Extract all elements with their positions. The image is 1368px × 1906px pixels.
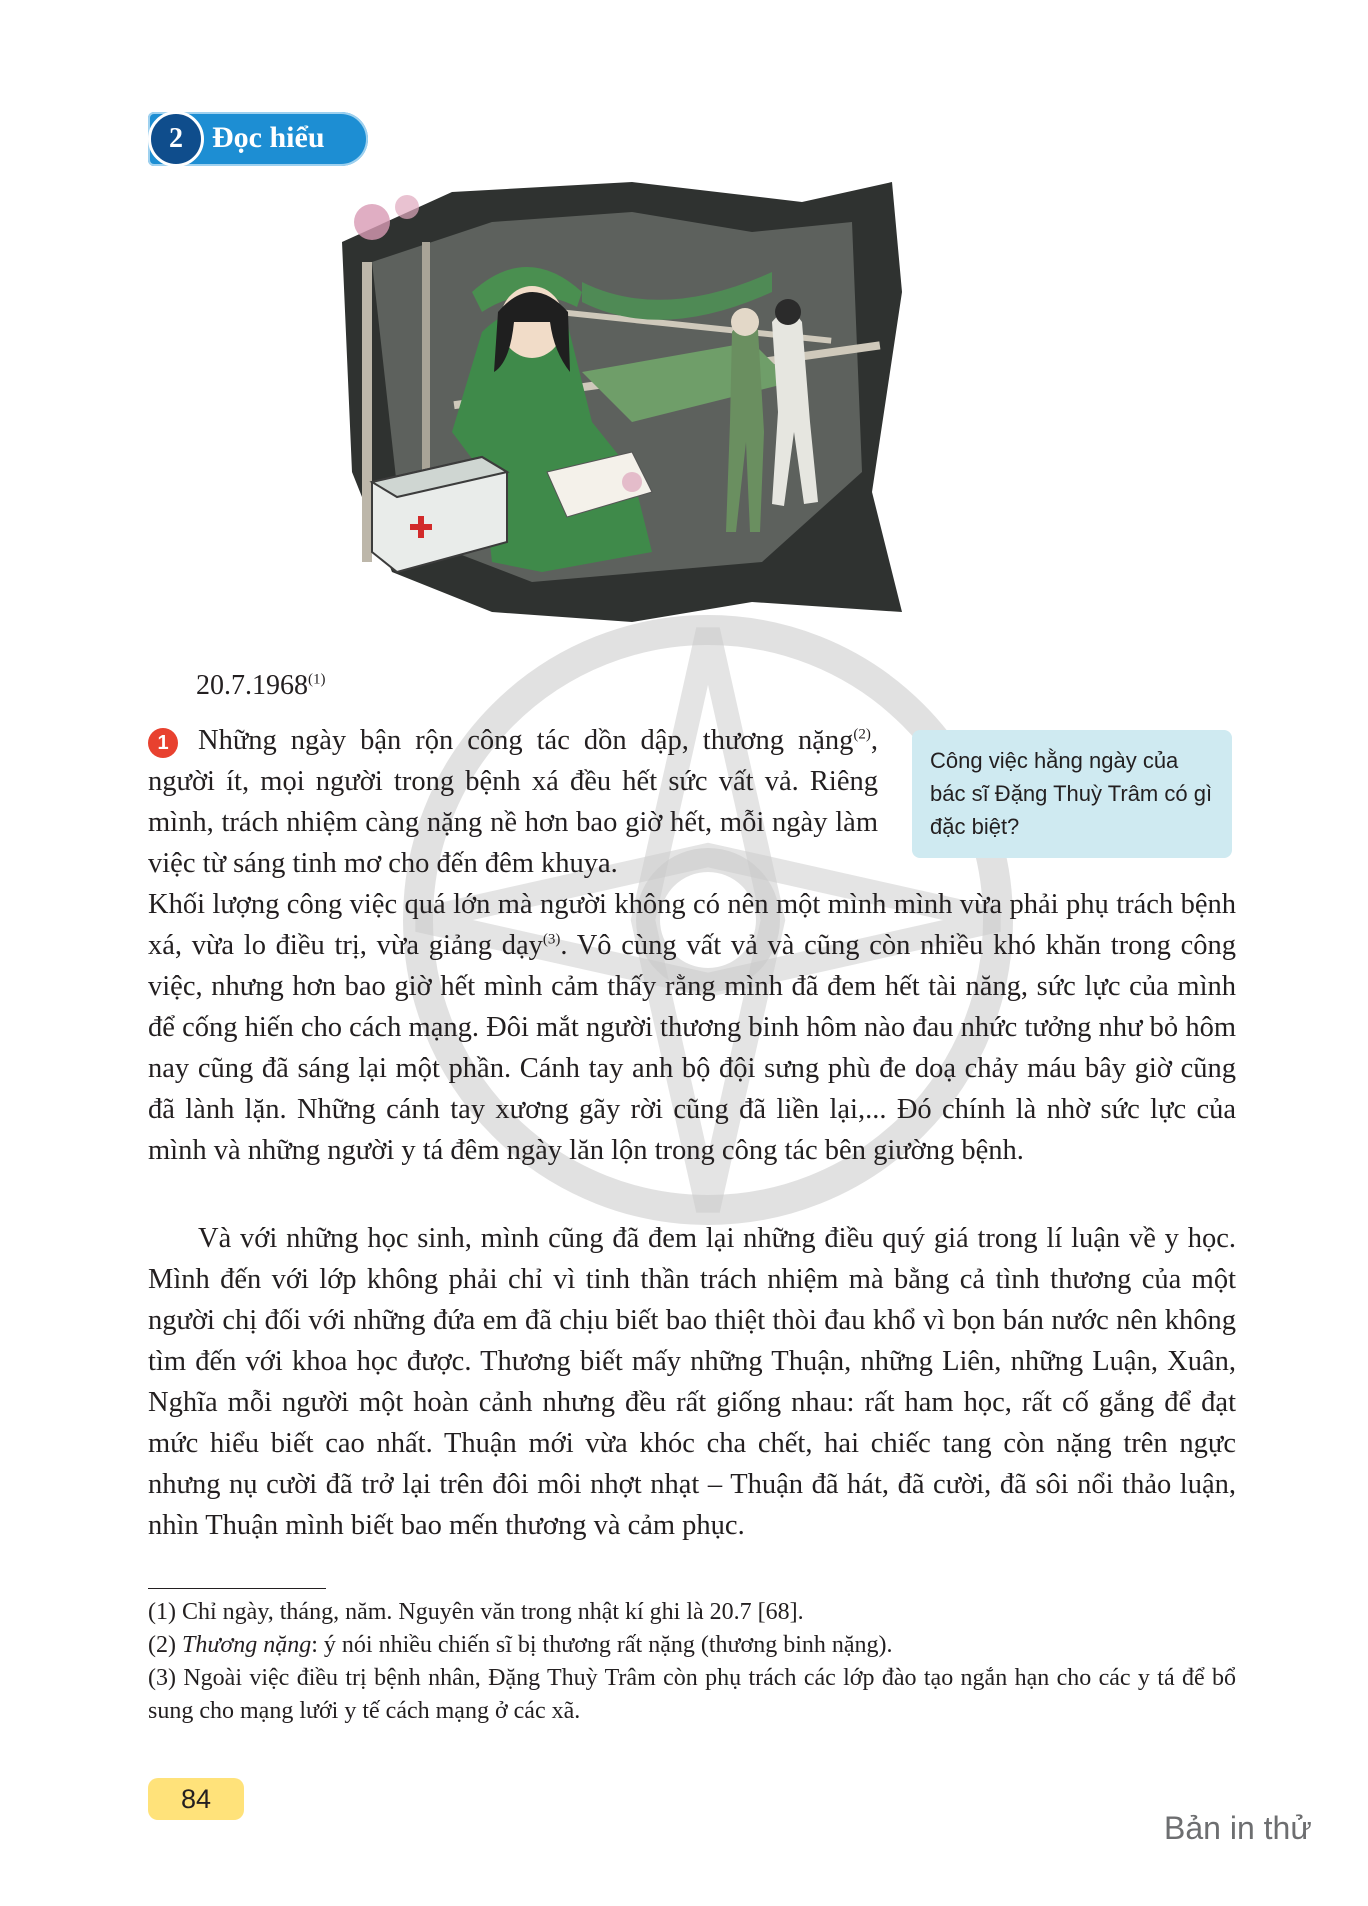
footnote-3: (3) Ngoài việc điều trị bệnh nhân, Đặng Thuỳ Trâm còn phụ trách các lớp đào tạo ngắn hạn cho các y tá để bổ sung cho mạng lưới y tế cách mạng ở các xã. — [148, 1665, 1236, 1724]
question-box: Công việc hằng ngày của bác sĩ Đặng Thuỳ Trâm có gì đặc biệt? — [912, 730, 1232, 858]
section-number: 2 — [148, 111, 204, 167]
draft-label: Bản in thử — [1164, 1810, 1312, 1846]
footnote-2: (2) Thương nặng: ý nói nhiều chiến sĩ bị thương rất nặng (thương binh nặng). — [148, 1632, 893, 1658]
footnote-divider — [148, 1588, 326, 1589]
paragraph-marker: 1 — [148, 728, 178, 758]
section-title: Đọc hiểu — [212, 121, 325, 154]
diary-paragraph-1-start: Những ngày bận rộn công tác dồn dập, thương nặng$^{(2)}$, người ít, mọi người trong bệnh xá đều hết sức vất vả. Riêng mình, trách nhiệm càng nặng nề hơn bao giờ hết, mỗi ngày làm việc từ sáng tinh mơ cho đến đêm khuya. — [148, 725, 878, 879]
diary-paragraph-2: Và với những học sinh, mình cũng đã đem lại những điều quý giá trong lí luận về y học. Mình đến với lớp không phải chỉ vì tinh thần trách nhiệm mà bằng cả tình thương của một người chị đối với những đứa em đã chịu biết bao thiệt thòi đau khổ vì bọn bán nước nên không tìm đến với khoa học được. Thương biết mấy những Thuận, những Liên, những Luận, Xuân, Nghĩa mỗi người một hoàn cảnh nhưng đều rất giống nhau: rất ham học, rất cố gắng để đạt mức hiểu biết cao nhất. Thuận mới vừa khóc cha chết, hai chiếc tang còn nặng trên ngực nhưng nụ cười đã trở lại trên đôi môi nhợt nhạt – Thuận đã hát, đã cười, đã sôi nổi thảo luận, nhìn Thuận mình biết bao mến thương và cảm phục. — [148, 1223, 1236, 1541]
footnote-1: (1) Chỉ ngày, tháng, năm. Nguyên văn trong nhật kí ghi là 20.7 [68]. — [148, 1599, 804, 1625]
footnotes — [148, 1596, 1236, 1728]
page-number: 84 — [148, 1778, 244, 1820]
illustration — [332, 172, 912, 632]
diary-date: 20.7.1968$^{(1)}$ — [196, 670, 326, 701]
diary-paragraph-1-rest: Khối lượng công việc quá lớn mà người không có nên một mình mình vừa phải phụ trách bệnh xá, vừa lo điều trị, vừa giảng dạy$^{(3)}$. Vô cùng vất vả và cũng còn nhiều khó khăn trong công việc, nhưng hơn bao giờ hết mình cảm thấy rằng mình đã đem hết tài năng, sức lực của mình để cống hiến cho cách mạng. Đôi mắt người thương binh hôm nào đau nhức tưởng như bỏ hôm nay cũng đã sáng lại một phần. Cánh tay anh bộ đội sưng phù đe doạ chảy máu bây giờ cũng đã lành lặn. Những cánh tay xương gãy rời cũng đã liền lại,... Đó chính là nhờ sức lực của mình và những người y tá đêm ngày lăn lộn trong công tác bên giường bệnh. — [148, 889, 1237, 1166]
